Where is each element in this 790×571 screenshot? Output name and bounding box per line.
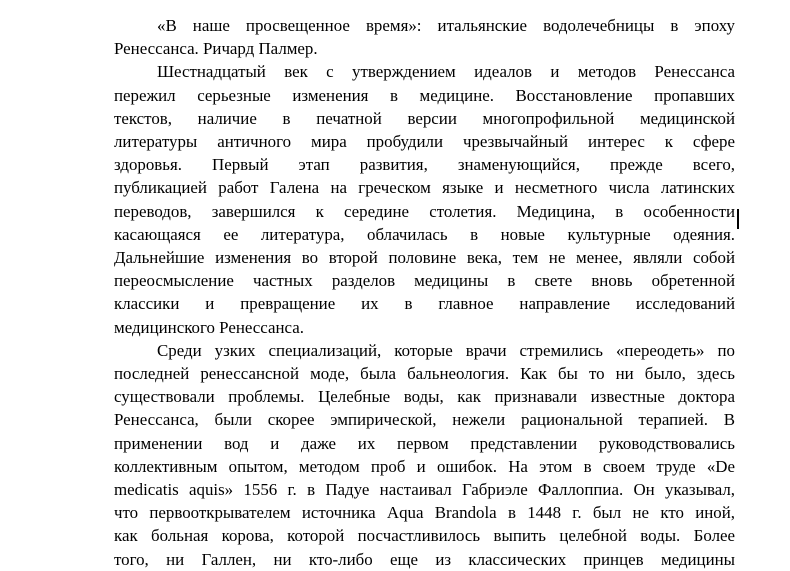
title-line-1: «В наше просвещенное время»: итальянские водолечебницы в эпоху	[157, 16, 735, 35]
text-line: что первооткрывателем источника Aqua Brandola в 1448 г. был не кто иной,	[114, 503, 735, 523]
text-cursor	[737, 209, 739, 229]
title-line-2: Ренессанса. Ричард Палмер.	[114, 39, 318, 59]
text-line: применении вод и даже их первом представлении руководствовались	[114, 433, 735, 453]
text-line: переводов, завершился к середине столетия. Медицина, в особенности	[114, 201, 735, 221]
document-body[interactable]	[114, 14, 735, 571]
text-line: медицинского Ренессанса.	[114, 317, 304, 337]
text-line: как больная корова, которой посчастливилось выпить целебной воды. Более	[114, 526, 735, 546]
text-line: литературы античного мира пробудили чрезвычайный интерес к сфере	[114, 132, 735, 152]
text-line: касающаяся ее литература, облачилась в новые культурные одеяния.	[114, 224, 735, 244]
text-line: текстов, наличие в печатной версии многопрофильной медицинской	[114, 108, 735, 128]
text-line: Дальнейшие изменения во второй половине века, тем не менее, являли собой	[114, 248, 735, 268]
text-line: Шестнадцатый век с утверждением идеалов и методов Ренессанса	[157, 62, 735, 82]
text-line: Среди узких специализаций, которые врачи стремились «переодеть» по	[157, 340, 735, 360]
text-line: того, ни Галлен, ни кто-либо еще из классических принцев медицины	[114, 549, 735, 569]
text-line: последней ренессансной моде, была бальнеология. Как бы то ни было, здесь	[114, 364, 735, 384]
text-line: классики и превращение их в главное направление исследований	[114, 294, 735, 314]
text-line: существовали проблемы. Целебные воды, как признавали известные доктора	[114, 387, 735, 407]
text-line: medicatis aquis» 1556 г. в Падуе настаивал Габриэле Фаллоппиа. Он указывал,	[114, 480, 735, 500]
text-line: переосмысление частных разделов медицины в свете вновь обретенной	[114, 271, 735, 291]
text-line: публикацией работ Галена на греческом языке и несметного числа латинских	[114, 178, 735, 198]
text-line: пережил серьезные изменения в медицине. Восстановление пропавших	[114, 85, 735, 105]
text-line: Ренессанса, были скорее эмпирической, нежели рациональной терапией. В	[114, 410, 735, 430]
text-line: коллективным опытом, методом проб и ошибок. На этом в своем труде «De	[114, 456, 735, 476]
text-line: здоровья. Первый этап развития, знаменующийся, прежде всего,	[114, 155, 735, 175]
